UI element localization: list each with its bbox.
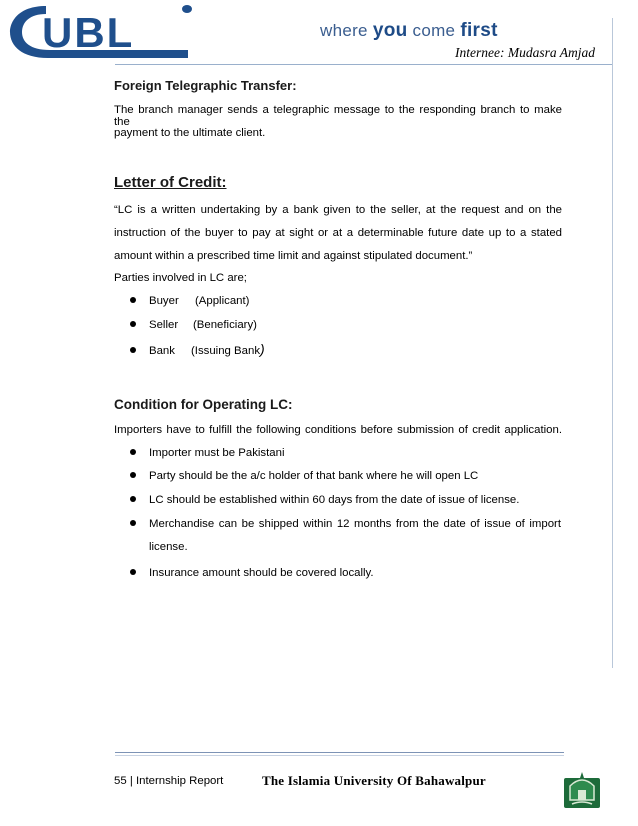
university-crest-icon	[562, 770, 602, 810]
bullet-icon	[130, 297, 136, 303]
bullet-icon	[130, 347, 136, 353]
side-divider	[612, 18, 613, 668]
lc-line-1: “LC is a written undertaking by a bank given to the seller, at the request and on the	[114, 204, 562, 216]
parties-intro: Parties involved in LC are;	[114, 272, 247, 284]
ftt-heading: Foreign Telegraphic Transfer:	[114, 78, 297, 93]
ubl-logo	[8, 0, 210, 62]
bullet-icon	[130, 449, 136, 455]
lc-line-3: amount within a prescribed time limit and against stipulated document.”	[114, 250, 473, 262]
university-name: The Islamia University Of Bahawalpur	[262, 773, 486, 788]
conditions-heading: Condition for Operating LC:	[114, 397, 293, 412]
list-item: Buyer (Applicant)	[130, 295, 249, 307]
bullet-icon	[130, 520, 136, 526]
lc-heading: Letter of Credit:	[114, 174, 227, 191]
list-item: Bank (Issuing Bank)	[130, 343, 265, 357]
footer-divider-light	[115, 755, 564, 756]
list-item: Merchandise can be shipped within 12 months from the date of issue of import	[130, 518, 561, 530]
list-item: Insurance amount should be covered locally.	[130, 567, 374, 579]
bullet-icon	[130, 321, 136, 327]
ftt-line-2: payment to the ultimate client.	[114, 127, 266, 139]
header-divider	[115, 64, 612, 65]
ftt-line-1: The branch manager sends a telegraphic message to the responding branch to make the	[114, 104, 562, 128]
list-item-continuation: license.	[149, 541, 188, 553]
tagline: where you come first	[320, 20, 498, 41]
svg-text:UBL: UBL	[42, 9, 135, 56]
list-item: LC should be established within 60 days from the date of issue of license.	[130, 494, 519, 506]
conditions-intro: Importers have to fulfill the following conditions before submission of credit application.	[114, 424, 562, 436]
list-item: Importer must be Pakistani	[130, 447, 284, 459]
lc-line-2: instruction of the buyer to pay at sight or at a determinable future date up to a stated	[114, 227, 562, 239]
internee-name: Internee: Mudasra Amjad	[455, 45, 595, 60]
page-number: 55 | Internship Report	[114, 775, 224, 787]
list-item: Seller (Beneficiary)	[130, 319, 257, 331]
footer-divider	[115, 752, 564, 753]
list-item: Party should be the a/c holder of that bank where he will open LC	[130, 470, 478, 482]
bullet-icon	[130, 472, 136, 478]
bullet-icon	[130, 496, 136, 502]
bullet-icon	[130, 569, 136, 575]
